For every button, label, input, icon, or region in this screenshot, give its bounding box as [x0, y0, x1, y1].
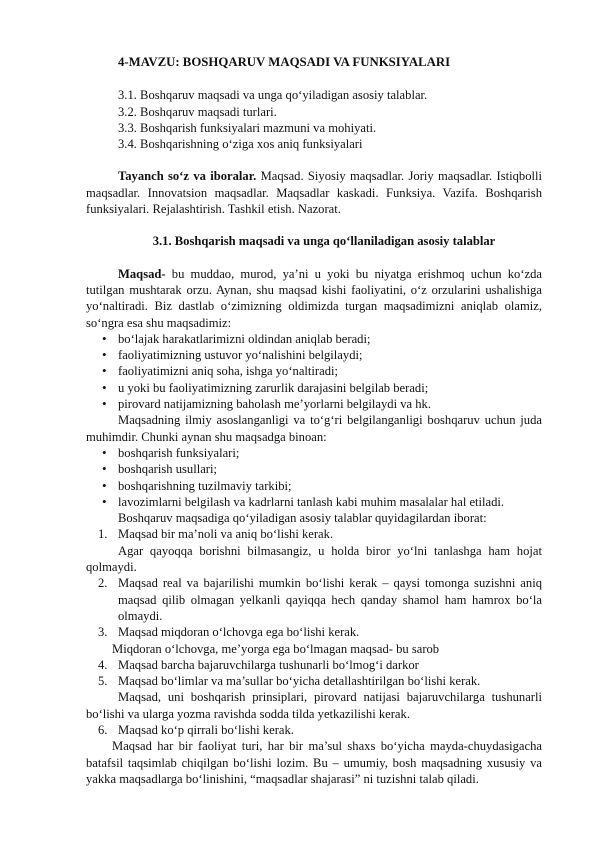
toc-item: 3.2. Boshqaruv maqsadi turlari.	[118, 104, 277, 119]
list-item: • pirovard natijamizning baholash me’yorlarni belgilaydi va hk.	[86, 396, 542, 412]
list-item: • faoliyatimizni aniq soha, ishga yo‘naltiradi;	[86, 363, 542, 379]
list-item: • faoliyatimizning ustuvor yo‘nalishini belgilaydi;	[86, 347, 542, 363]
requirement-item	[86, 657, 542, 673]
item-text: Maqsad bir ma’noli va aniq bo‘lishi kerak.	[118, 527, 334, 542]
item-text: Maqsad miqdoran o‘lchovga ega bo‘lishi kerak.	[118, 625, 360, 640]
requirement-item	[86, 575, 542, 624]
item-number: 1.	[98, 527, 108, 542]
section-heading: 3.1. Boshqarish maqsadi va unga qo‘llaniladigan asosiy talablar	[152, 234, 496, 249]
toc-item: 3.3. Boshqarish funksiyalari mazmuni va mohiyati.	[118, 120, 377, 135]
requirement-item	[86, 624, 542, 640]
toc-item: 3.1. Boshqaruv maqsadi va unga qo‘yiladigan asosiy talablar.	[118, 88, 428, 103]
requirement-note: Miqdoran o‘lchovga, me’yorga ega bo‘lmagan maqsad- bu sarob	[112, 641, 440, 656]
intro-paragraph	[86, 266, 542, 331]
importance-paragraph: Maqsadning ilmiy asoslanganligi va to‘g‘ri belgilanganligi boshqaruv uchun juda muhimdir. Chunki aynan shu maqsadga binoan:	[86, 413, 542, 444]
item-number: 5.	[98, 674, 108, 689]
keywords-text: Maqsad. Siyosiy maqsadlar. Joriy maqsadlar. Istiqbolli maqsadlar. Innovatsion maqsadlar. Maqsadlar kaskadi. Funksiya. Vazifa. Boshqarish funksiyalari. Rejalashtirish. Tashkil etish. Nazorat.	[86, 169, 542, 217]
list-item: • lavozimlarni belgilash va kadrlarni tanlash kabi muhim masalalar hal etiladi.	[86, 494, 542, 510]
requirement-note: Maqsad, uni boshqarish prinsiplari, pirovard natijasi bajaruvchilarga tushunarli bo‘lishi va ularga yozma ravishda sodda tilda yetkazilishi kerak.	[86, 690, 542, 721]
list-item: • boshqarishning tuzilmaviy tarkibi;	[86, 478, 542, 494]
intro-text: bu muddao, murod, ya’ni u yoki bu niyatga erishmoq uchun ko‘zda tutilgan mushtarak orzu. Aynan, shu maqsad kishi faoliyatini, o‘z orzularini ushalishiga yo‘naltiradi. Biz dastlab o‘zimizning oldimizda turgan maqsadimizni aniqlab olamiz, so‘ngra esa shu maqsadimiz:	[86, 266, 542, 330]
goal-effects-list	[86, 331, 542, 412]
requirement-note: Agar qayoqqa borishni bilmasangiz, u holda biror yo‘lni tanlashga ham hojat qolmaydi.	[86, 543, 542, 575]
table-of-contents	[86, 87, 542, 152]
keywords-paragraph	[86, 168, 542, 217]
item-text: Maqsad barcha bajaruvchilarga tushunarli bo‘lmog‘i darkor	[118, 657, 419, 672]
requirement-item	[86, 673, 542, 689]
item-text: Maqsad ko‘p qirrali bo‘lishi kerak.	[118, 722, 294, 737]
item-text: Maqsad real va bajarilishi mumkin bo‘lishi kerak – qaysi tomonga suzishni aniq maqsad qilib olmagan yelkanli qayiqqa hech qanday shamol ham hamrox bo‘la olmaydi.	[118, 576, 542, 623]
item-number: 6.	[98, 722, 108, 737]
item-number: 2.	[98, 576, 108, 591]
decided-issues-list	[86, 445, 542, 510]
item-number: 3.	[98, 625, 108, 640]
closing-paragraph: Maqsad har bir faoliyat turi, har bir ma’sul shaxs bo‘yicha mayda-chuydasigacha batafsil taqsimlab chiqilgan bo‘lishi lozim. Bu – umumiy, bosh maqsadning xususiy va yakka maqsadlarga bo‘linishini, “maqsadlar shajarasi” ni tuzishni talab qiladi.	[86, 739, 542, 786]
list-item: • boshqarish usullari;	[86, 461, 542, 477]
requirement-item	[86, 722, 542, 738]
list-item: • boshqarish funksiyalari;	[86, 445, 542, 461]
toc-item: 3.4. Boshqarishning o‘ziga xos aniq funksiyalari	[118, 137, 363, 152]
item-text: Maqsad bo‘limlar va ma’sullar bo‘yicha detallashtirilgan bo‘lishi kerak.	[118, 674, 481, 689]
requirements-intro: Boshqaruv maqsadiga qo‘yiladigan asosiy talablar quyidagilardan iborat:	[118, 511, 487, 526]
intro-label: Maqsad-	[118, 266, 166, 281]
keywords-label: Tayanch so‘z va iboralar.	[118, 169, 257, 184]
item-number: 4.	[98, 657, 108, 672]
topic-title: 4-MAVZU: BOSHQARUV MAQSADI VA FUNKSIYALARI	[118, 55, 451, 69]
list-item: • u yoki bu faoliyatimizning zarurlik darajasini belgilab beradi;	[86, 380, 542, 396]
list-item: • bo‘lajak harakatlarimizni oldindan aniqlab beradi;	[86, 331, 542, 347]
requirement-item	[86, 526, 542, 542]
